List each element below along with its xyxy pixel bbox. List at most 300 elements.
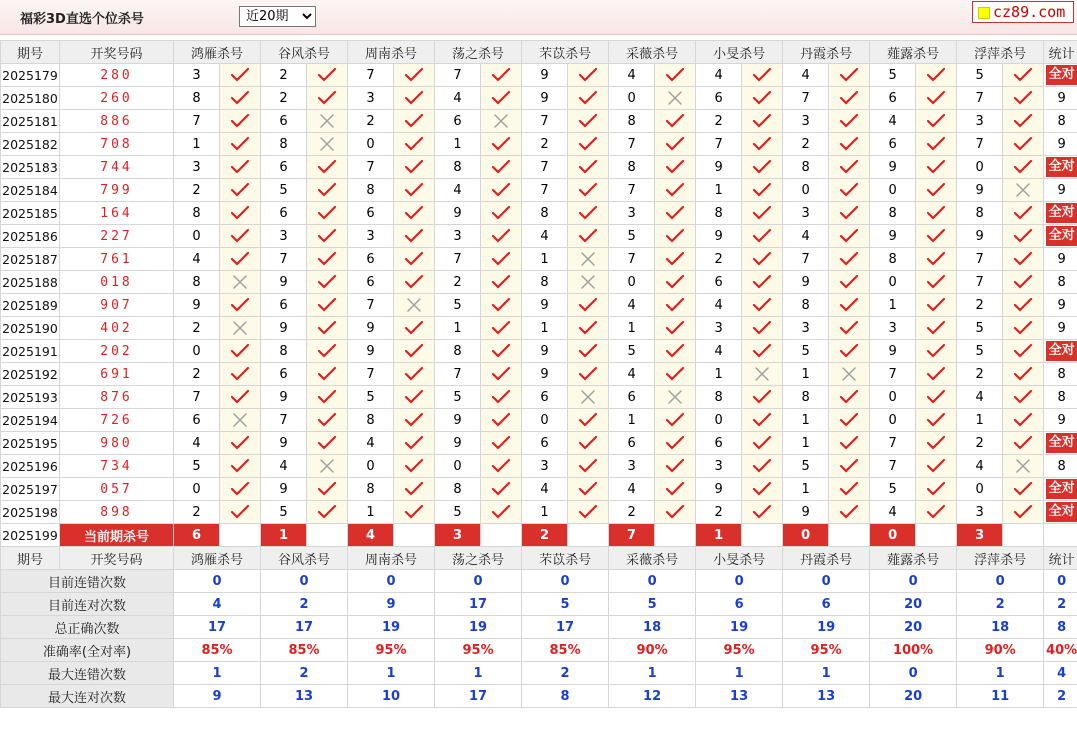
current-row (1, 524, 1077, 547)
check-icon (752, 435, 772, 451)
result-correct (916, 133, 957, 156)
kill-number: 5 (261, 501, 307, 524)
period-cell: 2025187 (1, 248, 60, 271)
kill-number: 7 (348, 64, 394, 87)
result-correct (481, 340, 522, 363)
all-correct-badge: 全对 (1046, 65, 1077, 85)
row-stat (1044, 64, 1077, 87)
result-wrong (568, 386, 609, 409)
check-icon (230, 182, 250, 198)
cross-icon (752, 366, 772, 382)
check-icon (926, 90, 946, 106)
result-correct (394, 133, 435, 156)
row-stat: 8 (1044, 386, 1077, 409)
result-correct (655, 110, 696, 133)
kill-number: 4 (783, 225, 829, 248)
row-stat: 8 (1044, 363, 1077, 386)
summary-value: 0 (435, 570, 522, 593)
summary-value: 0 (609, 570, 696, 593)
result-correct (829, 478, 870, 501)
kill-number: 1 (783, 409, 829, 432)
check-icon (665, 481, 685, 497)
kill-number: 3 (174, 156, 220, 179)
result-correct (655, 202, 696, 225)
row-stat (1044, 156, 1077, 179)
check-icon (839, 412, 859, 428)
result-correct (1003, 478, 1044, 501)
draw-number: 018 (60, 271, 174, 294)
kill-number: 0 (609, 271, 655, 294)
summary-value: 19 (696, 616, 783, 639)
result-correct (307, 409, 348, 432)
cross-icon (230, 320, 250, 336)
result-correct (220, 363, 261, 386)
result-wrong (1003, 179, 1044, 202)
result-correct (394, 340, 435, 363)
check-icon (839, 320, 859, 336)
current-empty-cell (481, 524, 522, 547)
summary-value: 6 (696, 593, 783, 616)
result-correct (916, 64, 957, 87)
draw-number: 761 (60, 248, 174, 271)
kill-number: 6 (870, 87, 916, 110)
check-icon (752, 389, 772, 405)
result-correct (481, 432, 522, 455)
header-expert: 芣苡杀号 (522, 41, 609, 64)
check-icon (230, 205, 250, 221)
check-icon (926, 205, 946, 221)
kill-number: 7 (870, 455, 916, 478)
current-kill-number: 3 (957, 524, 1003, 547)
check-icon (404, 274, 424, 290)
summary-value: 2 (261, 662, 348, 685)
check-icon (404, 412, 424, 428)
summary-value: 13 (696, 685, 783, 708)
result-correct (742, 179, 783, 202)
summary-row (1, 685, 1077, 708)
check-icon (752, 343, 772, 359)
check-icon (839, 389, 859, 405)
result-correct (220, 156, 261, 179)
kill-number: 0 (870, 386, 916, 409)
result-correct (655, 432, 696, 455)
summary-value: 1 (609, 662, 696, 685)
all-correct-badge: 全对 (1046, 479, 1077, 499)
result-correct (742, 340, 783, 363)
result-correct (394, 225, 435, 248)
result-correct (307, 386, 348, 409)
result-correct (742, 501, 783, 524)
kill-number: 5 (435, 294, 481, 317)
result-correct (829, 64, 870, 87)
kill-number: 1 (783, 478, 829, 501)
result-correct (307, 248, 348, 271)
check-icon (491, 435, 511, 451)
kill-number: 3 (783, 317, 829, 340)
current-period: 2025199 (1, 524, 60, 547)
kill-number: 3 (348, 225, 394, 248)
result-correct (829, 248, 870, 271)
period-cell: 2025198 (1, 501, 60, 524)
summary-label: 最大连错次数 (1, 662, 174, 685)
header-draw: 开奖号码 (60, 41, 174, 64)
header-expert: 荡之杀号 (435, 41, 522, 64)
summary-value: 1 (435, 662, 522, 685)
check-icon (839, 205, 859, 221)
check-icon (230, 458, 250, 474)
kill-number: 5 (435, 501, 481, 524)
cross-icon (317, 458, 337, 474)
check-icon (404, 182, 424, 198)
result-correct (220, 202, 261, 225)
kill-number: 0 (348, 133, 394, 156)
kill-number: 7 (348, 363, 394, 386)
check-icon (1013, 297, 1033, 313)
result-correct (655, 340, 696, 363)
kill-number: 7 (522, 156, 568, 179)
check-icon (926, 67, 946, 83)
check-icon (926, 435, 946, 451)
check-icon (926, 366, 946, 382)
draw-number: 202 (60, 340, 174, 363)
kill-number: 2 (696, 110, 742, 133)
result-correct (307, 478, 348, 501)
check-icon (926, 481, 946, 497)
kill-number: 3 (696, 317, 742, 340)
check-icon (926, 504, 946, 520)
period-cell: 2025181 (1, 110, 60, 133)
result-correct (655, 363, 696, 386)
result-correct (394, 455, 435, 478)
table-row (1, 386, 1077, 409)
kill-number: 8 (435, 340, 481, 363)
result-correct (655, 455, 696, 478)
check-icon (752, 67, 772, 83)
check-icon (752, 113, 772, 129)
check-icon (926, 251, 946, 267)
result-wrong (307, 455, 348, 478)
check-icon (665, 136, 685, 152)
check-icon (839, 251, 859, 267)
table-row (1, 202, 1077, 225)
result-correct (829, 317, 870, 340)
kill-number: 5 (261, 179, 307, 202)
summary-value: 17 (174, 616, 261, 639)
check-icon (578, 228, 598, 244)
header-stat: 统计 (1044, 41, 1077, 64)
result-correct (568, 363, 609, 386)
current-kill-number: 4 (348, 524, 394, 547)
summary-value: 17 (435, 593, 522, 616)
result-wrong (220, 271, 261, 294)
kill-number: 9 (957, 179, 1003, 202)
kill-number: 3 (783, 110, 829, 133)
table-row (1, 455, 1077, 478)
kill-number: 4 (522, 225, 568, 248)
kill-number: 8 (348, 409, 394, 432)
draw-number: 734 (60, 455, 174, 478)
summary-value: 85% (174, 639, 261, 662)
result-correct (655, 317, 696, 340)
kill-number: 9 (696, 156, 742, 179)
summary-value: 1 (174, 662, 261, 685)
check-icon (839, 343, 859, 359)
result-correct (916, 110, 957, 133)
summary-value: 0 (870, 570, 957, 593)
kill-number: 2 (174, 501, 220, 524)
result-correct (568, 202, 609, 225)
all-correct-badge: 全对 (1046, 203, 1077, 223)
result-wrong (220, 409, 261, 432)
check-icon (1013, 251, 1033, 267)
check-icon (926, 389, 946, 405)
check-icon (491, 205, 511, 221)
summary-value: 4 (174, 593, 261, 616)
result-correct (916, 179, 957, 202)
check-icon (317, 389, 337, 405)
cross-icon (491, 113, 511, 129)
check-icon (404, 136, 424, 152)
check-icon (317, 90, 337, 106)
result-correct (742, 386, 783, 409)
check-icon (839, 182, 859, 198)
check-icon (578, 458, 598, 474)
kill-number: 4 (957, 386, 1003, 409)
check-icon (578, 435, 598, 451)
kill-number: 9 (261, 317, 307, 340)
result-correct (481, 64, 522, 87)
kill-number: 8 (348, 478, 394, 501)
result-correct (307, 202, 348, 225)
kill-number: 1 (957, 409, 1003, 432)
check-icon (230, 251, 250, 267)
row-stat: 9 (1044, 317, 1077, 340)
result-correct (829, 156, 870, 179)
result-correct (742, 248, 783, 271)
result-correct (220, 248, 261, 271)
row-stat (1044, 225, 1077, 248)
check-icon (491, 274, 511, 290)
kill-number: 2 (957, 363, 1003, 386)
period-range-select[interactable] (239, 6, 316, 27)
summary-label: 总正确次数 (1, 616, 174, 639)
result-correct (481, 248, 522, 271)
check-icon (839, 435, 859, 451)
result-correct (568, 478, 609, 501)
result-correct (1003, 386, 1044, 409)
check-icon (230, 67, 250, 83)
period-cell: 2025193 (1, 386, 60, 409)
check-icon (839, 274, 859, 290)
result-correct (1003, 294, 1044, 317)
check-icon (1013, 320, 1033, 336)
check-icon (1013, 435, 1033, 451)
table-body (1, 41, 1077, 708)
check-icon (839, 481, 859, 497)
site-logo[interactable] (972, 1, 1074, 23)
result-wrong (307, 133, 348, 156)
kill-number: 2 (261, 87, 307, 110)
header-expert: 采薇杀号 (609, 41, 696, 64)
result-correct (1003, 225, 1044, 248)
result-correct (829, 294, 870, 317)
summary-value: 19 (435, 616, 522, 639)
result-correct (655, 248, 696, 271)
check-icon (317, 182, 337, 198)
kill-number: 2 (696, 501, 742, 524)
result-correct (220, 225, 261, 248)
kill-number: 9 (522, 363, 568, 386)
check-icon (404, 228, 424, 244)
check-icon (1013, 366, 1033, 382)
summary-value: 2 (261, 593, 348, 616)
result-correct (568, 110, 609, 133)
summary-value: 9 (174, 685, 261, 708)
check-icon (752, 205, 772, 221)
current-kill-number: 6 (174, 524, 220, 547)
period-cell: 2025191 (1, 340, 60, 363)
result-correct (1003, 248, 1044, 271)
summary-value: 8 (522, 685, 609, 708)
check-icon (1013, 343, 1033, 359)
draw-number: 726 (60, 409, 174, 432)
check-icon (926, 159, 946, 175)
check-icon (839, 136, 859, 152)
check-icon (926, 297, 946, 313)
result-correct (220, 455, 261, 478)
draw-number: 057 (60, 478, 174, 501)
footer-header-expert: 谷风杀号 (261, 547, 348, 570)
kill-number: 3 (957, 110, 1003, 133)
check-icon (665, 458, 685, 474)
kill-number: 7 (435, 363, 481, 386)
kill-number: 9 (435, 409, 481, 432)
summary-value: 12 (609, 685, 696, 708)
summary-value: 85% (522, 639, 609, 662)
check-icon (752, 182, 772, 198)
kill-number: 8 (696, 202, 742, 225)
kill-number: 8 (696, 386, 742, 409)
check-icon (230, 435, 250, 451)
kill-number: 0 (870, 271, 916, 294)
period-cell: 2025195 (1, 432, 60, 455)
footer-header-expert: 周南杀号 (348, 547, 435, 570)
check-icon (839, 90, 859, 106)
kill-number: 2 (261, 64, 307, 87)
result-correct (568, 340, 609, 363)
check-icon (752, 481, 772, 497)
kill-number: 7 (783, 248, 829, 271)
result-correct (220, 133, 261, 156)
current-empty-cell (829, 524, 870, 547)
kill-number: 1 (435, 317, 481, 340)
current-label: 当前期杀号 (60, 524, 174, 547)
kill-number: 4 (435, 179, 481, 202)
check-icon (491, 389, 511, 405)
kill-number: 8 (522, 202, 568, 225)
result-correct (481, 87, 522, 110)
cross-icon (839, 366, 859, 382)
summary-label: 最大连对次数 (1, 685, 174, 708)
check-icon (317, 435, 337, 451)
result-correct (916, 248, 957, 271)
kill-number: 8 (783, 386, 829, 409)
kill-number: 8 (435, 478, 481, 501)
result-correct (916, 225, 957, 248)
footer-header-expert: 鸿雁杀号 (174, 547, 261, 570)
period-cell: 2025192 (1, 363, 60, 386)
kill-number: 4 (609, 294, 655, 317)
page-title: 福彩3D直选个位杀号 (20, 12, 144, 27)
kill-number: 7 (348, 294, 394, 317)
summary-value: 85% (261, 639, 348, 662)
result-correct (481, 271, 522, 294)
summary-row (1, 570, 1077, 593)
kill-number: 7 (609, 133, 655, 156)
result-correct (481, 363, 522, 386)
kill-number: 9 (435, 432, 481, 455)
table-row (1, 64, 1077, 87)
check-icon (752, 251, 772, 267)
result-correct (655, 409, 696, 432)
result-correct (481, 501, 522, 524)
check-icon (665, 320, 685, 336)
kill-number: 7 (957, 248, 1003, 271)
period-cell: 2025179 (1, 64, 60, 87)
check-icon (230, 113, 250, 129)
result-correct (568, 133, 609, 156)
kill-number: 7 (261, 409, 307, 432)
result-correct (829, 409, 870, 432)
row-stat: 9 (1044, 87, 1077, 110)
table-row (1, 501, 1077, 524)
current-kill-number: 0 (783, 524, 829, 547)
kill-number: 3 (261, 225, 307, 248)
result-correct (916, 156, 957, 179)
result-correct (220, 87, 261, 110)
result-correct (742, 478, 783, 501)
summary-value: 17 (261, 616, 348, 639)
result-correct (829, 271, 870, 294)
summary-row (1, 662, 1077, 685)
result-correct (220, 501, 261, 524)
check-icon (317, 228, 337, 244)
check-icon (317, 481, 337, 497)
check-icon (230, 297, 250, 313)
period-cell: 2025189 (1, 294, 60, 317)
cross-icon (1013, 458, 1033, 474)
table-row (1, 87, 1077, 110)
summary-stat: 0 (1044, 570, 1077, 593)
result-correct (481, 386, 522, 409)
result-correct (1003, 501, 1044, 524)
kill-number: 5 (957, 340, 1003, 363)
table-row (1, 179, 1077, 202)
result-correct (1003, 110, 1044, 133)
current-kill-number: 1 (696, 524, 742, 547)
result-correct (1003, 271, 1044, 294)
result-correct (568, 156, 609, 179)
result-correct (916, 478, 957, 501)
check-icon (230, 389, 250, 405)
result-correct (742, 271, 783, 294)
summary-value: 5 (609, 593, 696, 616)
all-correct-badge: 全对 (1046, 502, 1077, 522)
result-correct (655, 64, 696, 87)
kill-number: 1 (522, 317, 568, 340)
kill-number: 6 (435, 110, 481, 133)
kill-number: 9 (261, 478, 307, 501)
